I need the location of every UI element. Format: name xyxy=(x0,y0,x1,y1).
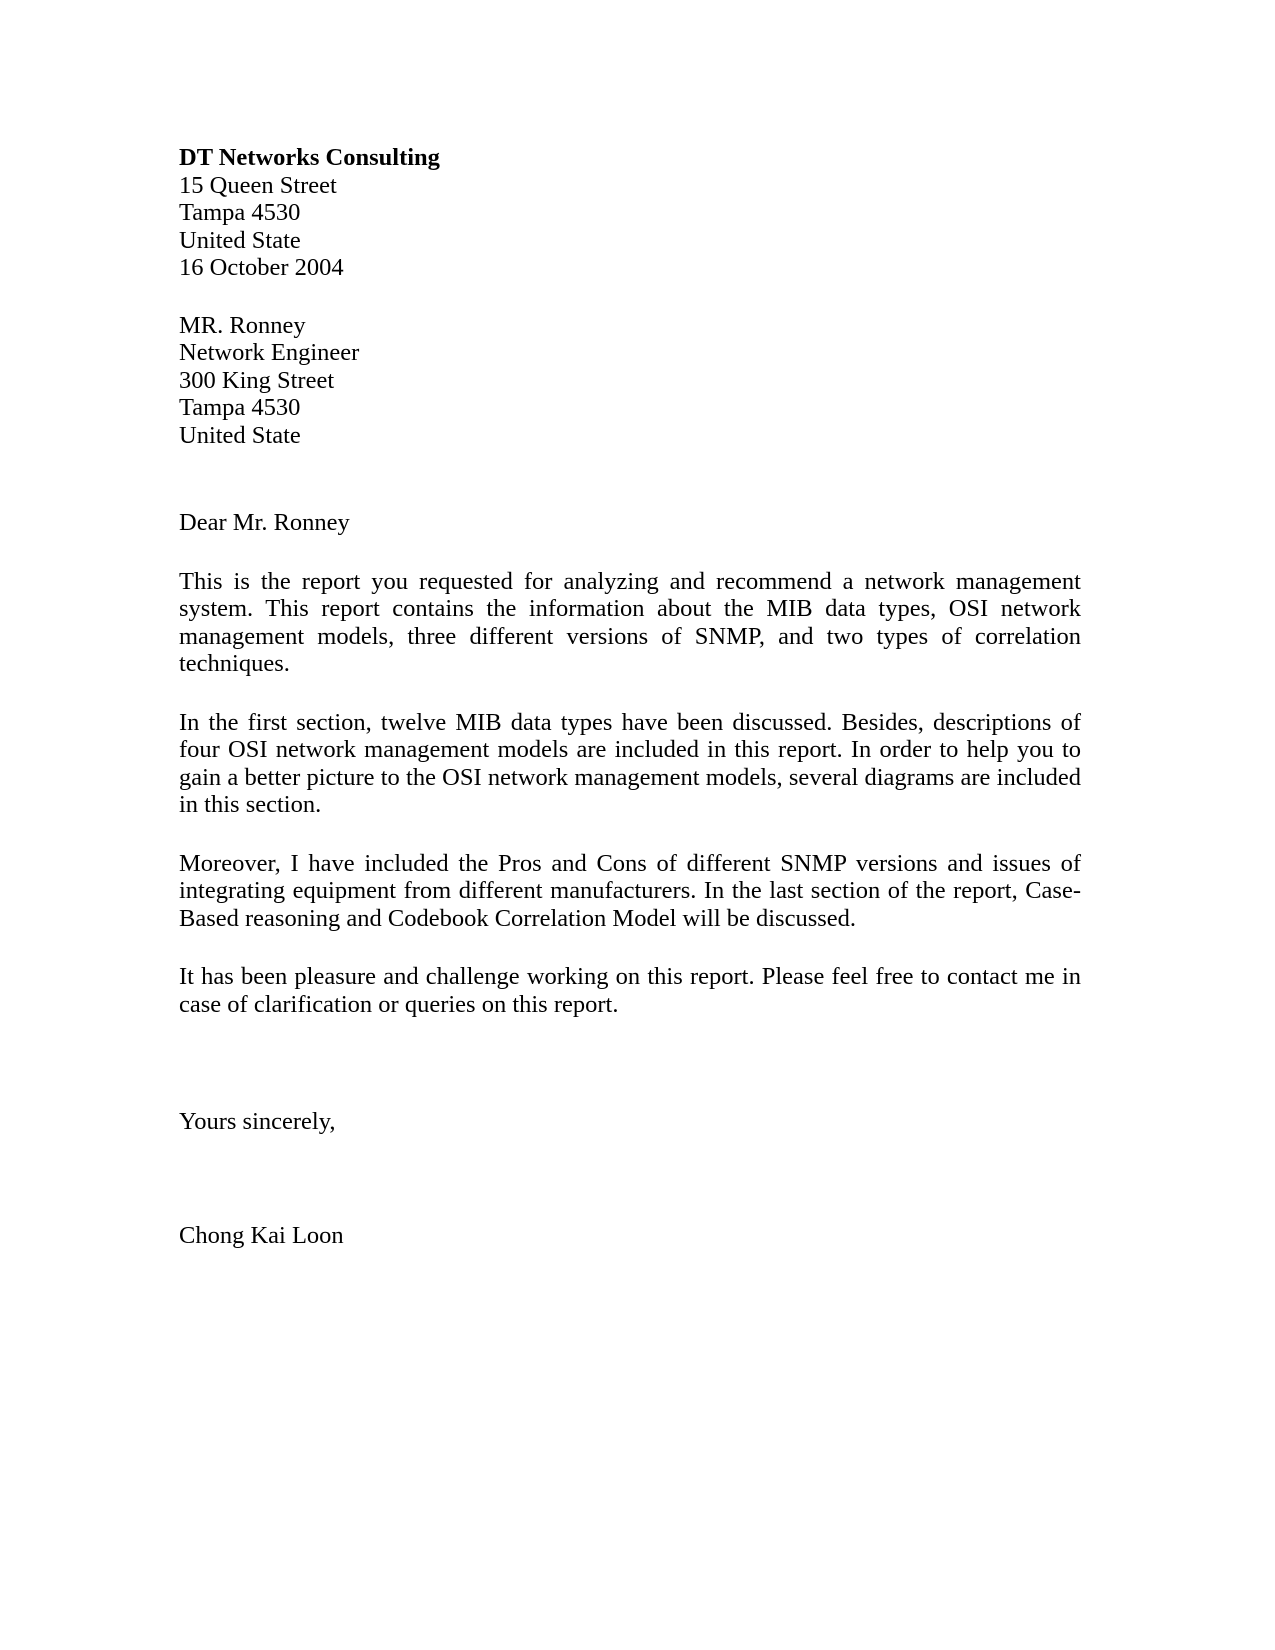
signature-name: Chong Kai Loon xyxy=(179,1221,344,1249)
sender-street: 15 Queen Street xyxy=(179,171,337,199)
recipient-city: Tampa 4530 xyxy=(179,394,301,421)
letter-content xyxy=(179,144,1081,1249)
sender-country: United State xyxy=(179,226,301,254)
recipient-street: 300 King Street xyxy=(179,366,335,394)
paragraph-intro: This is the report you requested for analyzing and recommend a network management system. This report contains the information about the MIB data types, OSI network management models, three different versions of SNMP, and two types of correlation techniques. xyxy=(179,567,1081,677)
recipient-title: Network Engineer xyxy=(179,339,360,366)
closing-phrase: Yours sincerely, xyxy=(179,1108,336,1135)
sender-company-name: DT Networks Consulting xyxy=(179,144,440,171)
paragraph-contact: It has been pleasure and challenge working on this report. Please feel free to contact me in case of clarification or queries on this report. xyxy=(179,963,1081,1018)
paragraph-first-section: In the first section, twelve MIB data types have been discussed. Besides, descriptions of four OSI network management models are included in this report. In order to help you to gain a better picture to the OSI network management models, several diagrams are included in this section. xyxy=(179,708,1081,818)
salutation: Dear Mr. Ronney xyxy=(179,509,350,536)
paragraph-pros-cons: Moreover, I have included the Pros and Cons of different SNMP versions and issues of integrating equipment from different manufacturers. In the last section of the report, Case-Based reasoning and Codebook Correlation Model will be discussed. xyxy=(179,849,1081,932)
letter-date: 16 October 2004 xyxy=(179,254,344,281)
recipient-address-block xyxy=(179,312,1081,450)
recipient-country: United State xyxy=(179,421,301,449)
sender-address-block xyxy=(179,144,1081,282)
recipient-name: MR. Ronney xyxy=(179,311,306,339)
sender-city: Tampa 4530 xyxy=(179,199,301,226)
